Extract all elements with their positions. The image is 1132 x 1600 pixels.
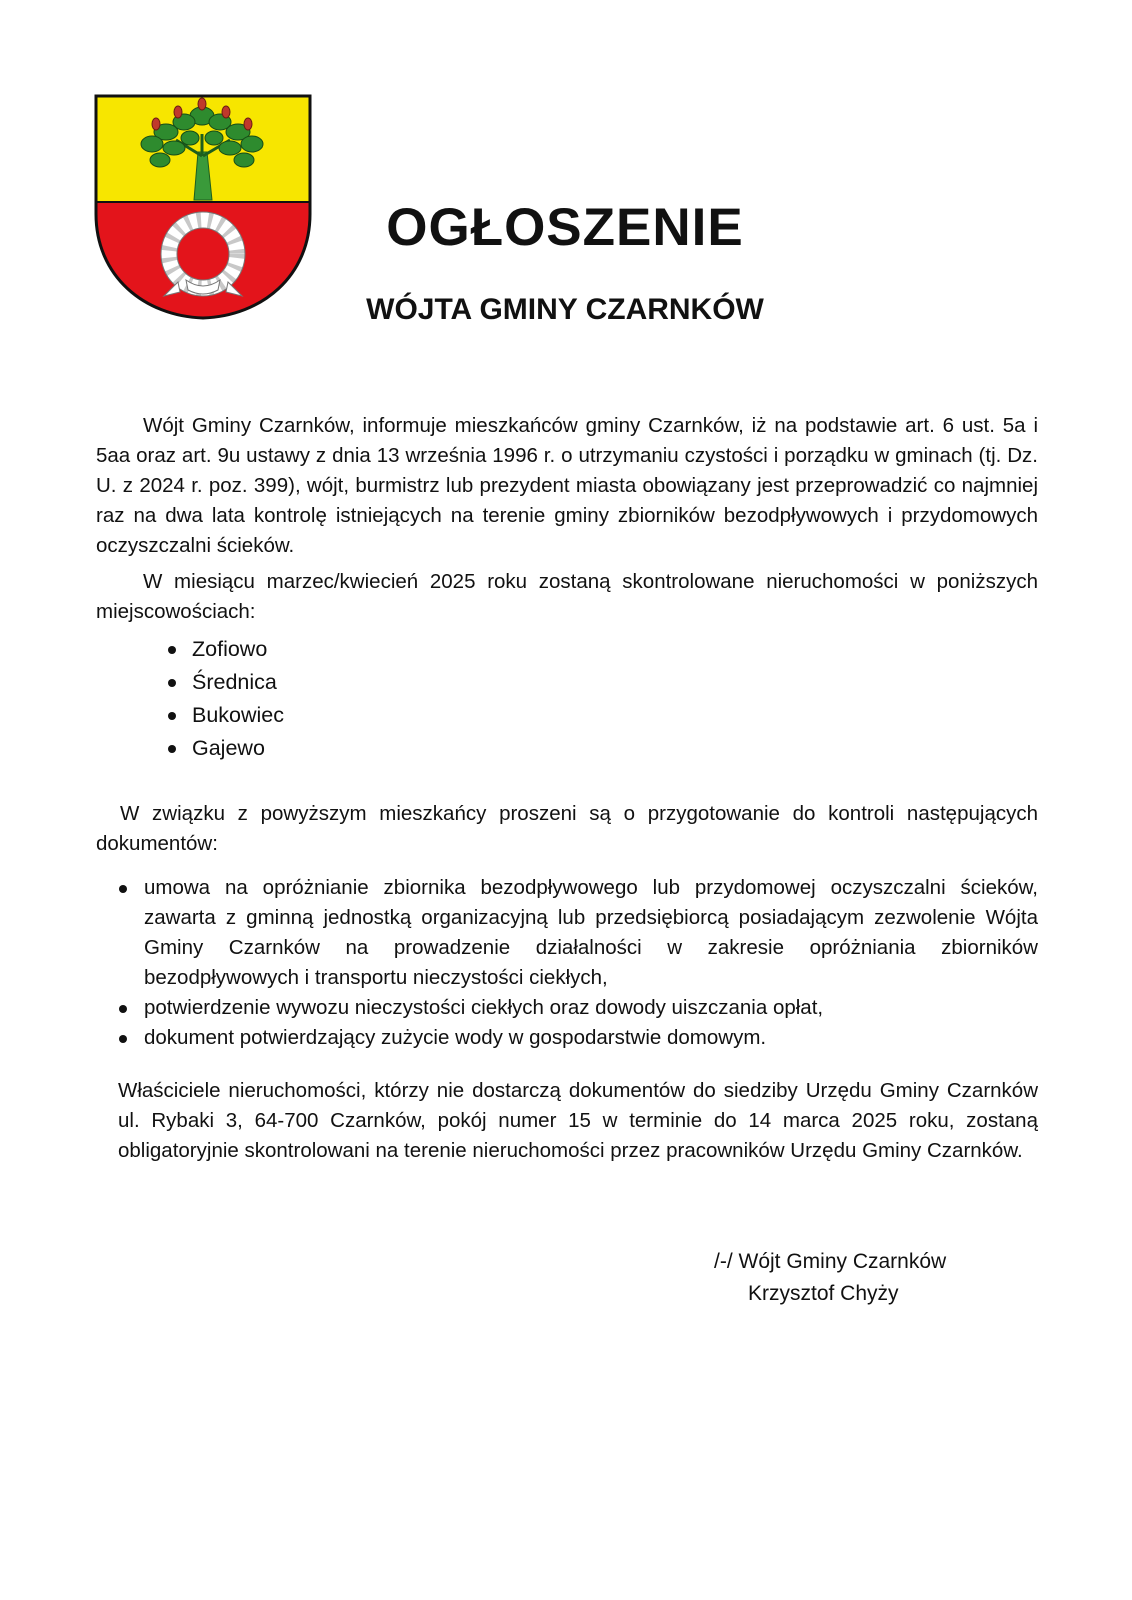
schedule-paragraph: W miesiącu marzec/kwiecień 2025 roku zostaną skontrolowane nieruchomości w poniższych miejscowościach: bbox=[96, 570, 1038, 623]
intro-paragraph: Wójt Gminy Czarnków, informuje mieszkańców gminy Czarnków, iż na podstawie art. 6 ust. 5a i 5aa oraz art. 9u ustawy z dnia 13 września 1996 r. o utrzymaniu czystości i porządku w gminach (tj. Dz. U. z 2024 r. poz. 399), wójt, burmistrz lub prezydent miasta obowiązany jest przeprowadzić co najmniej raz na dwa lata kontrolę istniejących na terenie gminy zbiorników bezodpływowych i przydomowych oczyszczalni ścieków. bbox=[96, 414, 1038, 557]
documents-intro-paragraph: W związku z powyższym mieszkańcy proszeni są o przygotowanie do kontroli następujących dokumentów: bbox=[96, 802, 1038, 855]
coat-of-arms-icon bbox=[94, 94, 312, 320]
list-item: Średnica bbox=[168, 666, 284, 699]
list-item: Bukowiec bbox=[168, 699, 284, 732]
list-item: Gajewo bbox=[168, 732, 284, 765]
signature-title: /-/ Wójt Gminy Czarnków bbox=[714, 1250, 947, 1273]
list-item: Zofiowo bbox=[168, 633, 284, 666]
signature-name: Krzysztof Chyży bbox=[748, 1282, 899, 1305]
documents-list bbox=[118, 873, 1038, 1053]
list-item: umowa na opróżnianie zbiornika bezodpływowego lub przydomowej oczyszczalni ścieków, zawarta z gminną jednostką organizacyjną lub przedsiębiorcą posiadającym zezwolenie Wójta Gminy Czarnków na prowadzenie działalności w zakresie opróżniania zbiorników bezodpływowych i transportu nieczystości ciekłych, bbox=[118, 873, 1038, 993]
page-title: OGŁOSZENIE bbox=[386, 198, 744, 257]
signature-block bbox=[714, 1246, 1014, 1310]
list-item: dokument potwierdzający zużycie wody w gospodarstwie domowym. bbox=[118, 1023, 1038, 1053]
page-subtitle: WÓJTA GMINY CZARNKÓW bbox=[366, 293, 764, 326]
list-item: potwierdzenie wywozu nieczystości ciekłych oraz dowody uiszczania opłat, bbox=[118, 993, 1038, 1023]
places-list bbox=[168, 633, 284, 765]
deadline-paragraph: Właściciele nieruchomości, którzy nie dostarczą dokumentów do siedziby Urzędu Gminy Czarnków ul. Rybaki 3, 64-700 Czarnków, pokój numer 15 w terminie do 14 marca 2025 roku, zostaną obligatoryjnie skontrolowani na terenie nieruchomości przez pracowników Urzędu Gminy Czarnków. bbox=[118, 1079, 1038, 1162]
